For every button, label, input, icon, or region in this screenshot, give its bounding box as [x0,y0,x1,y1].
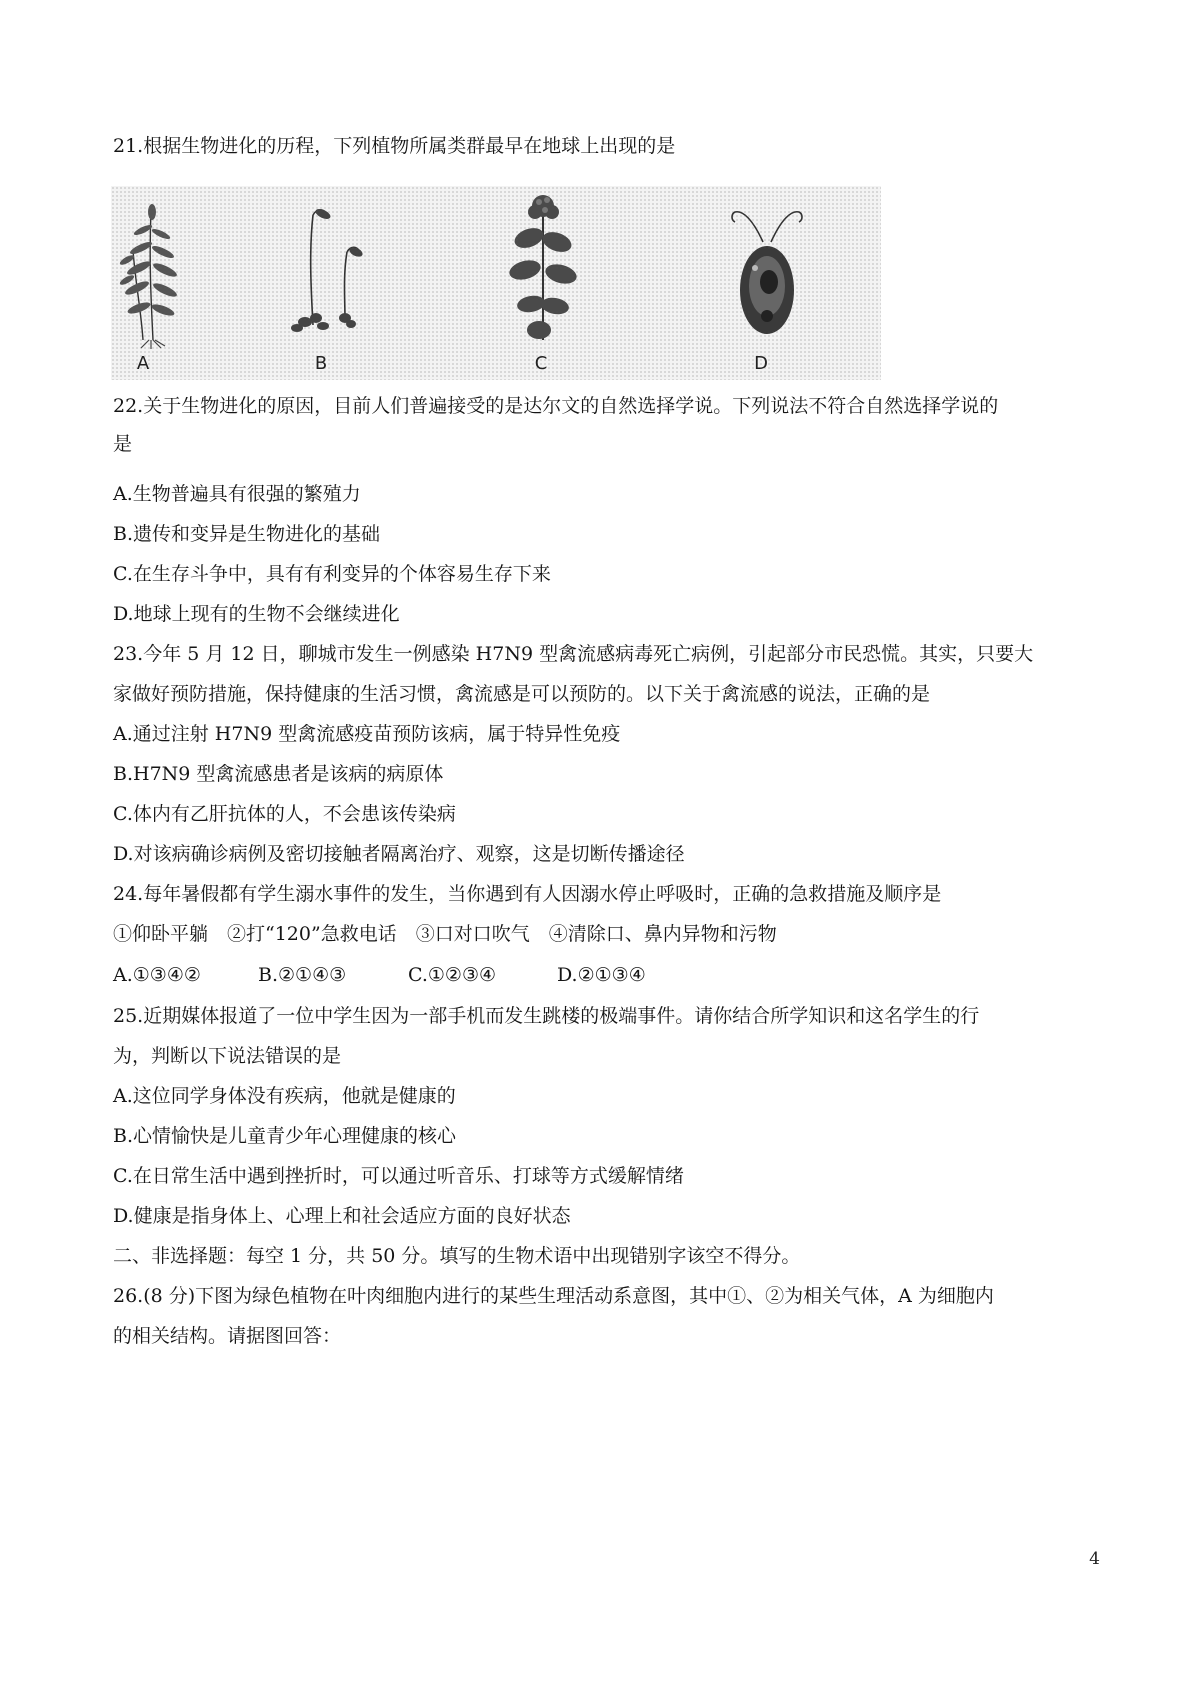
label-b: B [314,353,328,374]
chlamydomonas-alga-icon [723,190,813,350]
moss-plant-icon [283,190,373,350]
q23-option-a: A.通过注射 H7N9 型禽流感疫苗预防该病，属于特异性免疫 [113,723,621,745]
q25-option-a: A.这位同学身体没有疾病，他就是健康的 [113,1085,456,1107]
label-c: C [534,353,548,374]
q25-stem-line2: 为，判断以下说法错误的是 [113,1045,342,1067]
q22-option-b: B.遗传和变异是生物进化的基础 [113,523,381,545]
q24-option-d: D.②①③④ [557,964,646,986]
flowering-plant-icon [503,190,583,350]
q24-option-c: C.①②③④ [408,964,497,986]
q24-option-b: B.②①④③ [258,964,347,986]
q25-stem-line1: 25.近期媒体报道了一位中学生因为一部手机而发生跳楼的极端事件。请你结合所学知识和这名学生的行 [113,1005,980,1027]
section2-heading: 二、非选择题：每空 1 分，共 50 分。填写的生物术语中出现错别字该空不得分。 [113,1245,801,1267]
q26-stem-line1: 26.(8 分)下图为绿色植物在叶肉细胞内进行的某些生理活动系意图，其中①、②为相关气体，A 为细胞内 [113,1285,994,1307]
q21-plant-figure [111,186,881,380]
q22-stem-line1: 22.关于生物进化的原因，目前人们普遍接受的是达尔文的自然选择学说。下列说法不符合自然选择学说的 [113,395,999,417]
q25-option-b: B.心情愉快是儿童青少年心理健康的核心 [113,1125,457,1147]
q24-steps: ①仰卧平躺 ②打“120”急救电话 ③口对口吹气 ④清除口、鼻内异物和污物 [113,923,777,945]
label-a: A [136,353,150,374]
q25-option-c: C.在日常生活中遇到挫折时，可以通过听音乐、打球等方式缓解情绪 [113,1165,684,1187]
label-d: D [754,353,768,374]
q22-stem-line2: 是 [113,433,133,455]
page-number: 4 [1089,1549,1100,1569]
q25-option-d: D.健康是指身体上、心理上和社会适应方面的良好状态 [113,1205,571,1227]
q24-stem: 24.每年暑假都有学生溺水事件的发生，当你遇到有人因溺水停止呼吸时，正确的急救措施及顺序是 [113,883,942,905]
q23-option-b: B.H7N9 型禽流感患者是该病的病原体 [113,763,444,785]
q23-stem-line1: 23.今年 5 月 12 日，聊城市发生一例感染 H7N9 型禽流感病毒死亡病例，引起部分市民恐慌。其实，只要大 [113,643,1034,665]
q22-option-d: D.地球上现有的生物不会继续进化 [113,603,400,625]
q26-stem-line2: 的相关结构。请据图回答： [113,1325,342,1347]
q23-option-c: C.体内有乙肝抗体的人，不会患该传染病 [113,803,456,825]
q23-stem-line2: 家做好预防措施，保持健康的生活习惯，禽流感是可以预防的。以下关于禽流感的说法，正确的是 [113,683,931,705]
q22-option-a: A.生物普遍具有很强的繁殖力 [113,483,361,505]
q21-stem: 21.根据生物进化的历程，下列植物所属类群最早在地球上出现的是 [113,135,676,157]
q22-option-c: C.在生存斗争中，具有有利变异的个体容易生存下来 [113,563,551,585]
q23-option-d: D.对该病确诊病例及密切接触者隔离治疗、观察，这是切断传播途径 [113,843,685,865]
fern-plant-icon [113,190,193,350]
q24-option-a: A.①③④② [113,964,201,986]
